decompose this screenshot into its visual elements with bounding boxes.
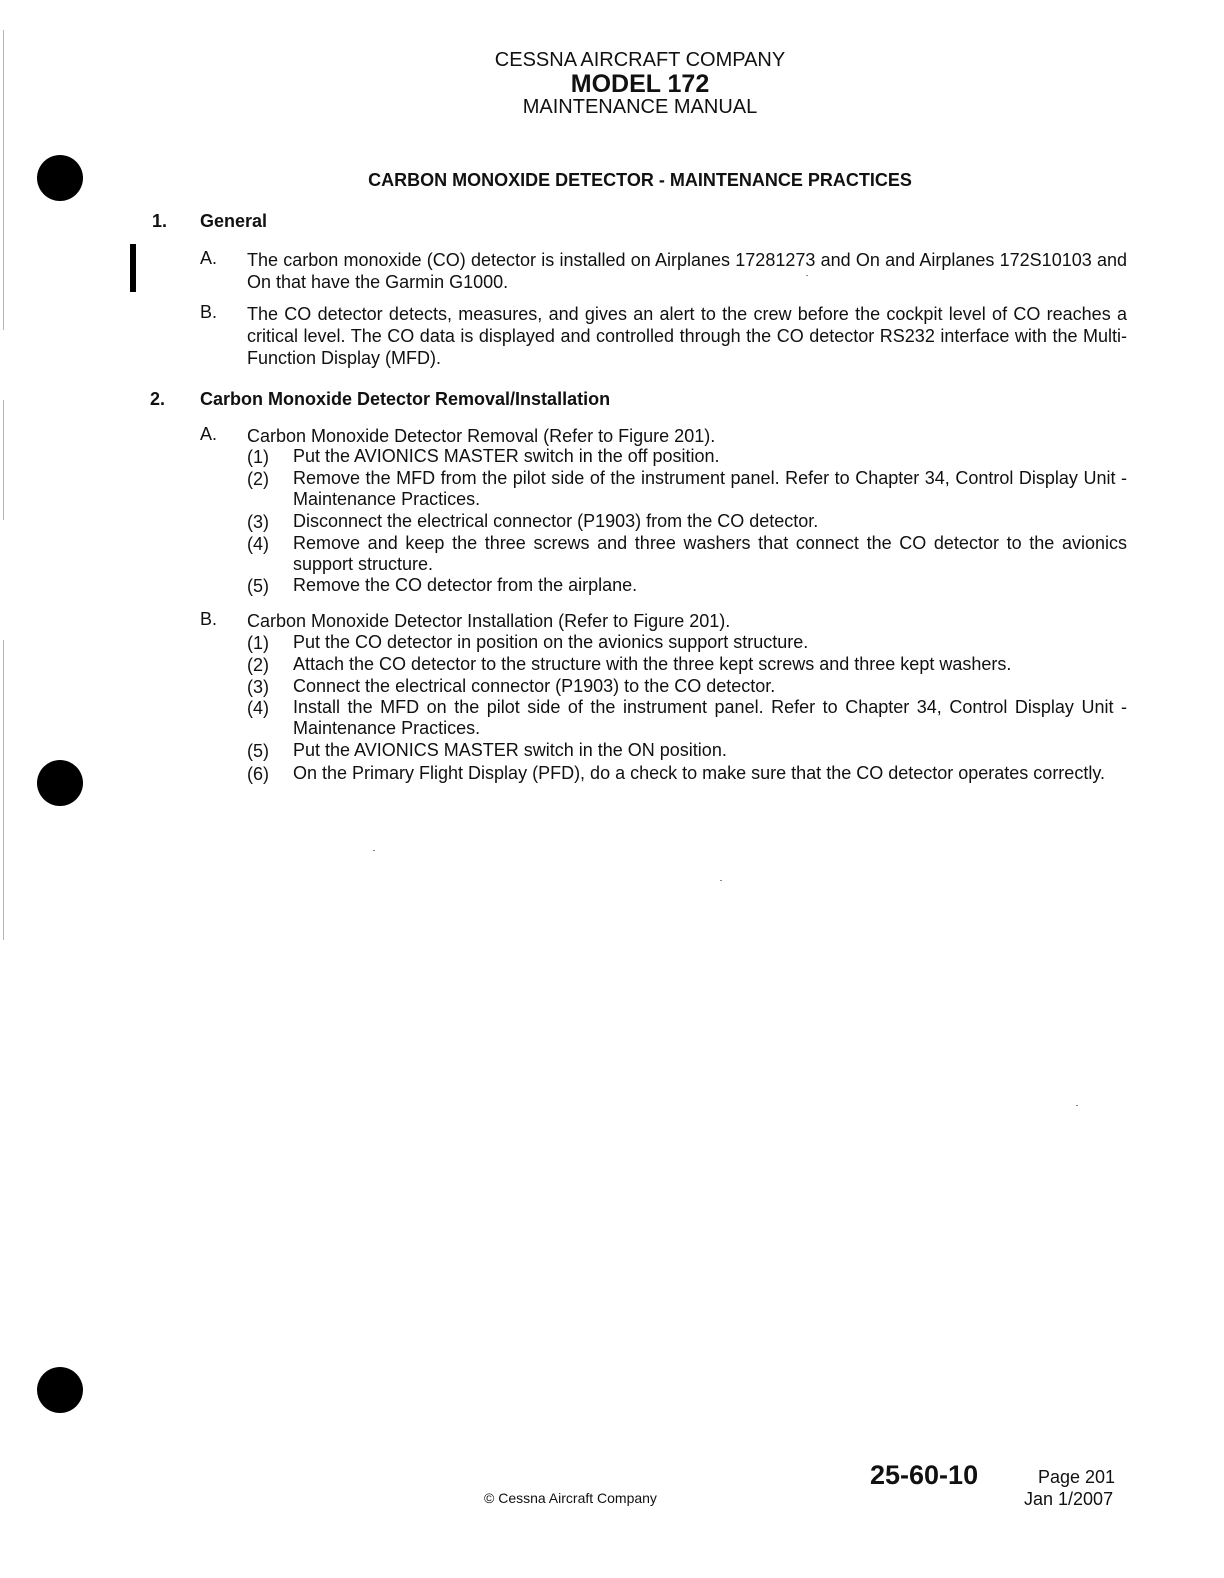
subsection-letter: B. [200, 609, 218, 629]
step-text: Remove and keep the three screws and three washers that connect the CO detector to the avionics support structure. [293, 533, 1127, 574]
binder-hole [37, 155, 83, 201]
footer-document-code: 25-60-10 [870, 1460, 979, 1490]
manual-name: MAINTENANCE MANUAL [522, 96, 758, 119]
revision-change-bar [130, 244, 136, 292]
step-number: (5) [247, 576, 269, 596]
paragraph-letter: B. [200, 302, 218, 322]
binder-hole [37, 760, 83, 806]
subsection-title: Carbon Monoxide Detector Removal (Refer to Figure 201). [247, 426, 716, 446]
scan-edge-mark [3, 400, 4, 520]
company-name: CESSNA AIRCRAFT COMPANY [494, 49, 786, 71]
step-text: Connect the electrical connector (P1903) to the CO detector. [293, 676, 776, 696]
footer-revision-date: Jan 1/2007 [1024, 1489, 1114, 1509]
section-number: 2. [150, 389, 166, 409]
footer-copyright: © Cessna Aircraft Company [484, 1490, 657, 1506]
page-header [440, 50, 840, 118]
subsection-letter: A. [200, 424, 218, 444]
section-heading: Carbon Monoxide Detector Removal/Installation [200, 389, 611, 409]
step-number: (3) [247, 677, 269, 697]
model-name: MODEL 172 [570, 70, 710, 98]
step-text: Put the AVIONICS MASTER switch in the off position. [293, 446, 720, 466]
step-text: Disconnect the electrical connector (P1903) from the CO detector. [293, 511, 819, 531]
scan-edge-mark [3, 30, 4, 330]
step-number: (1) [247, 447, 269, 467]
scan-speck [806, 275, 808, 276]
step-number: (5) [247, 741, 269, 761]
paragraph-text: The carbon monoxide (CO) detector is installed on Airplanes 17281273 and On and Airplanes 172S10103 and On that have the Garmin G1000. [247, 250, 1127, 292]
step-number: (1) [247, 633, 269, 653]
scan-edge-mark [3, 640, 4, 940]
step-number: (4) [247, 534, 269, 554]
section-title: CARBON MONOXIDE DETECTOR - MAINTENANCE PRACTICES [368, 170, 912, 190]
step-text: Put the CO detector in position on the avionics support structure. [293, 632, 809, 652]
step-text: Attach the CO detector to the structure with the three kept screws and three kept washers. [293, 654, 1012, 674]
scan-speck [373, 850, 375, 851]
paragraph-text: The CO detector detects, measures, and gives an alert to the crew before the cockpit level of CO reaches a critical level. The CO data is displayed and controlled through the CO detector RS232 interface with the Multi-Function Display (MFD). [247, 304, 1127, 368]
binder-hole [37, 1367, 83, 1413]
section-number: 1. [152, 211, 168, 231]
paragraph-letter: A. [200, 248, 218, 268]
section-heading: General [200, 211, 268, 231]
step-text: Remove the MFD from the pilot side of the instrument panel. Refer to Chapter 34, Control Display Unit - Maintenance Practices. [293, 468, 1127, 509]
step-text: Put the AVIONICS MASTER switch in the ON position. [293, 740, 727, 760]
scan-speck [1076, 1105, 1078, 1106]
step-text: On the Primary Flight Display (PFD), do a check to make sure that the CO detector operates correctly. [293, 763, 1105, 783]
step-number: (3) [247, 512, 269, 532]
step-text: Remove the CO detector from the airplane. [293, 575, 638, 595]
footer-page-number: Page 201 [1038, 1467, 1116, 1487]
scan-speck [720, 880, 722, 881]
step-number: (2) [247, 469, 269, 489]
subsection-title: Carbon Monoxide Detector Installation (Refer to Figure 201). [247, 611, 731, 631]
step-text: Install the MFD on the pilot side of the instrument panel. Refer to Chapter 34, Control Display Unit - Maintenance Practices. [293, 697, 1127, 738]
step-number: (6) [247, 764, 269, 784]
step-number: (4) [247, 698, 269, 718]
step-number: (2) [247, 655, 269, 675]
